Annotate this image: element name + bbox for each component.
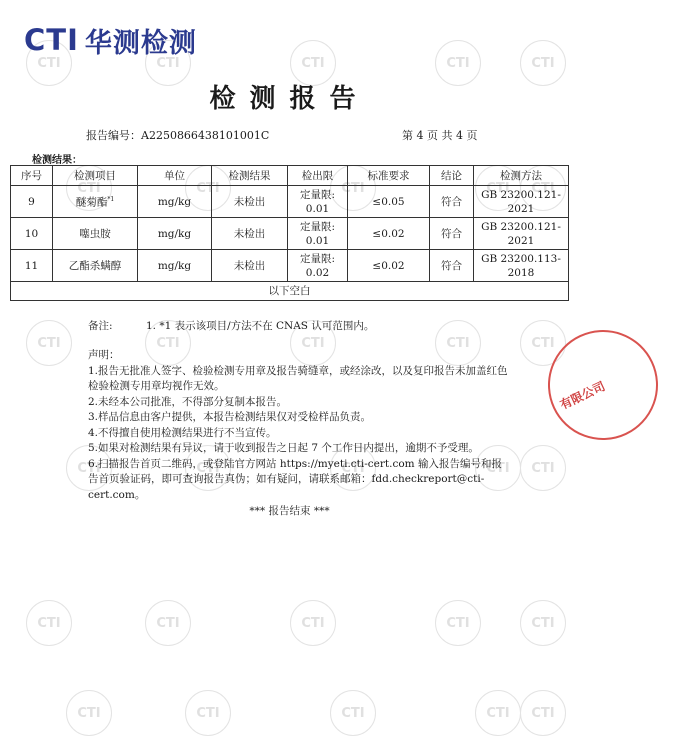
header-cell: 单位 [138, 166, 212, 186]
cell-item [53, 250, 138, 282]
item-superscript: *1 [107, 196, 115, 204]
seal-text: 有限公司 [557, 378, 608, 412]
watermark-icon [520, 445, 566, 491]
table-row [11, 218, 569, 250]
limit-value: 0.02 [305, 266, 330, 279]
statement-item: 2.未经本公司批准，不得部分复制本报告。 [88, 395, 288, 408]
cell-unit: mg/kg [138, 186, 212, 218]
cell-item [53, 218, 138, 250]
header-cell: 结论 [430, 166, 474, 186]
item-name: 醚菊酯 [75, 196, 108, 209]
statement-item: 5.如果对检测结果有异议，请于收到报告之日起 7 个工作日内提出，逾期不予受理。 [88, 442, 479, 454]
cell-requirement: ≤0.05 [348, 186, 430, 218]
statement-item: 3.样品信息由客户提供，本报告检测结果仅对受检样品负责。 [88, 411, 372, 423]
header-cell: 序号 [11, 166, 53, 186]
cell-limit [288, 186, 348, 218]
watermark-icon [435, 600, 481, 646]
header-cell: 检测方法 [474, 166, 569, 186]
remarks-label: 备注: [88, 320, 113, 332]
logo-brand: CTI [24, 23, 79, 57]
statement-block [88, 348, 508, 503]
cell-result: 未检出 [212, 186, 288, 218]
watermark-icon [290, 600, 336, 646]
cell-method: GB 23200.113-2018 [474, 250, 569, 282]
cell-requirement: ≤0.02 [348, 218, 430, 250]
company-logo [24, 20, 197, 60]
statement-heading: 声明： [88, 349, 120, 361]
cell-method: GB 23200.121-2021 [474, 186, 569, 218]
cell-limit [288, 218, 348, 250]
statement-item: 4.不得擅自使用检测结果进行不当宣传。 [88, 426, 277, 439]
report-end: *** 报告结束 *** [249, 505, 330, 517]
watermark-icon [520, 600, 566, 646]
cell-no: 9 [11, 186, 53, 218]
header-cell: 检测项目 [53, 166, 138, 186]
cell-unit: mg/kg [138, 218, 212, 250]
remarks-text: 1. *1 表示该项目/方法不在 CNAS 认可范围内。 [146, 320, 375, 332]
watermark-icon [26, 600, 72, 646]
limit-value: 0.01 [305, 202, 330, 215]
logo-name-cn: 华测检测 [84, 27, 197, 59]
watermark-icon [145, 600, 191, 646]
table-row [11, 250, 569, 282]
report-title: 检测报告 [209, 84, 370, 114]
cell-result: 未检出 [212, 250, 288, 282]
cell-conclusion: 符合 [430, 218, 474, 250]
item-name: 乙酯杀螨醇 [68, 259, 122, 272]
header-cell: 检测结果 [212, 166, 288, 186]
page-info: 第 4 页 共 4 页 [402, 129, 478, 142]
blank-note: 以下空白 [11, 282, 569, 301]
table-header-row [11, 166, 569, 186]
limit-label: 定量限: [299, 252, 336, 265]
limit-value: 0.01 [305, 234, 330, 247]
cell-requirement: ≤0.02 [348, 250, 430, 282]
cell-no: 10 [11, 218, 53, 250]
table-row [11, 186, 569, 218]
company-seal-stamp [530, 312, 676, 458]
statement-item: 6.扫描报告首页二维码，或登陆官方网站 https://myeti.cti-cert.com 输入报告编号和报告首页验证码，即可查询报告真伪；如有疑问，请联系邮箱：fdd.checkreport@cti-cert.com。 [88, 457, 502, 501]
watermark-icon [26, 320, 72, 366]
cell-limit [288, 250, 348, 282]
watermark-icon [475, 690, 521, 736]
blank-row [11, 282, 569, 301]
cell-conclusion: 符合 [430, 250, 474, 282]
cell-method: GB 23200.121-2021 [474, 218, 569, 250]
watermark-icon [185, 690, 231, 736]
report-number: 报告编号：A2250866438101001C [86, 129, 270, 142]
cell-no: 11 [11, 250, 53, 282]
watermark-icon [66, 690, 112, 736]
limit-label: 定量限: [299, 188, 336, 201]
statement-item: 1.报告无批准人签字、检验检测专用章及报告骑缝章，或经涂改，以及复印报告未加盖红色检验检测专用章均视作无效。 [88, 364, 508, 392]
header-cell: 检出限 [288, 166, 348, 186]
cell-unit: mg/kg [138, 250, 212, 282]
results-table [10, 165, 569, 301]
cell-conclusion: 符合 [430, 186, 474, 218]
cell-item [53, 186, 138, 218]
cell-result: 未检出 [212, 218, 288, 250]
header-cell: 标准要求 [348, 166, 430, 186]
section-label: 检测结果： [32, 155, 82, 166]
item-name: 噻虫胺 [79, 227, 111, 240]
watermark-icon [330, 690, 376, 736]
watermark-icon [520, 690, 566, 736]
limit-label: 定量限: [299, 220, 336, 233]
